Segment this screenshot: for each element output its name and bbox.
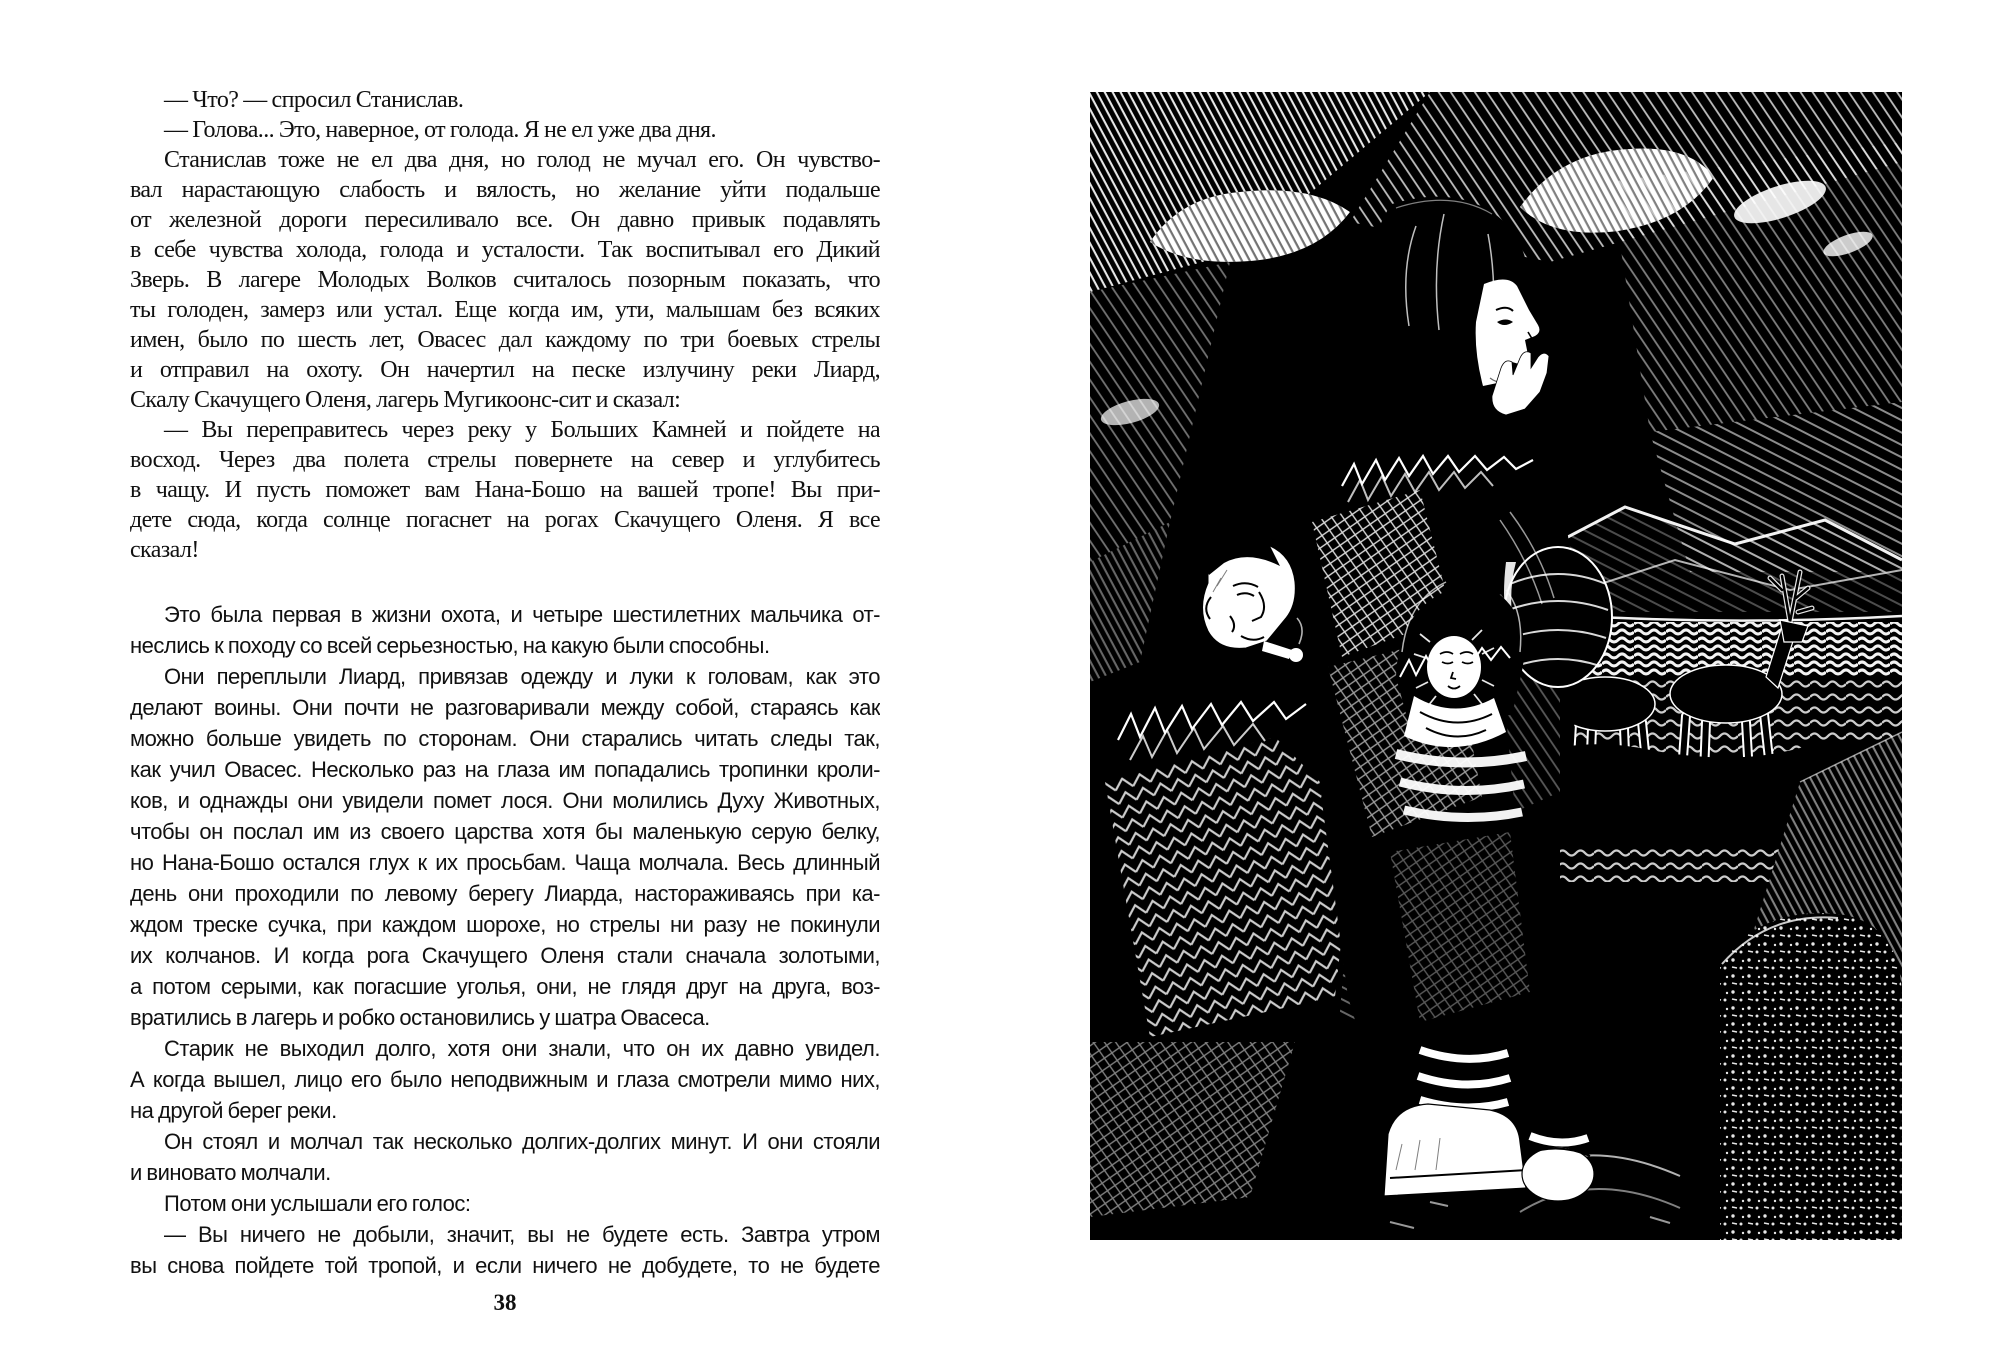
text-line: Станислав тоже не ел два дня, но голод не мучал его. Он чувство-: [164, 147, 880, 173]
text-line: делают воины. Они почти не разговаривали между собой, стараясь как: [130, 695, 880, 720]
boot-toe: [1522, 1147, 1594, 1201]
paragraph: [130, 145, 880, 415]
text-line: — Голова... Это, наверное, от голода. Я не ел уже два дня.: [164, 117, 716, 143]
text-line: их колчанов. И когда рога Скачущего Оленя стали сначала золотыми,: [130, 943, 880, 968]
text-line: дете сюда, когда солнце погаснет на рогах Скачущего Оленя. Я все: [130, 507, 880, 533]
text-line: в себе чувства холода, голода и усталости. Так воспитывал его Дикий: [130, 237, 880, 263]
text-line: вратились в лагерь и робко остановились у шатра Овасеса.: [130, 1005, 710, 1030]
text-line: Это была первая в жизни охота, и четыре шестилетних мальчика от-: [164, 602, 880, 627]
text-line: как учил Овасес. Несколько раз на глаза им попадались тропинки кроли-: [130, 757, 880, 782]
text-line: можно больше увидеть по сторонам. Они старались читать следы так,: [130, 726, 880, 751]
text-line: от железной дороги пересиливало все. Он давно привык подавлять: [130, 207, 880, 233]
text-line: но Нана-Бошо остался глух к их просьбам. Чаща молчала. Весь длинный: [130, 850, 880, 875]
paragraph: [130, 415, 880, 565]
text-line: неслись к походу со всей серьезностью, на какую были способны.: [130, 633, 770, 658]
white-boot: [1384, 1104, 1526, 1196]
text-line: сказал!: [130, 537, 199, 563]
text-line: Они переплыли Лиард, привязав одежду и луки к головам, как это: [164, 664, 880, 689]
text-line: а потом серыми, как погасшие уголья, они, не глядя друг на друга, воз-: [130, 974, 880, 999]
paragraph: [130, 1188, 880, 1219]
text-line: вы снова пойдете той тропой, и если ничего не добудете, то не будете: [130, 1253, 880, 1278]
illustration-engraving: [1090, 92, 1902, 1240]
paragraph: [130, 661, 880, 1033]
text-line: — Вы ничего не добыли, значит, вы не будете есть. Завтра утром: [164, 1222, 880, 1247]
paragraph: [130, 1219, 880, 1281]
text-line: в чащу. И пусть поможет вам Нана-Бошо на вашей тропе! Вы при-: [130, 477, 880, 503]
text-line: — Вы переправитесь через реку у Больших Камней и пойдете на: [164, 417, 880, 443]
paragraph: [130, 599, 880, 661]
text-line: и отправил на охоту. Он начертил на песке излучину реки Лиард,: [130, 357, 880, 383]
paragraph: [130, 1126, 880, 1188]
text-line: день они проходили по левому берегу Лиарда, настораживаясь при ка-: [130, 881, 880, 906]
text-line: Старик не выходил долго, хотя они знали, что он их давно увидел.: [164, 1036, 880, 1061]
text-column: [130, 85, 880, 1281]
text-line: ков, и однажды они увидели помет лося. Они молились Духу Животных,: [130, 788, 880, 813]
text-line: Зверь. В лагере Молодых Волков считалось позорным показать, что: [130, 267, 880, 293]
text-line: на другой берег реки.: [130, 1098, 337, 1123]
text-line: и виновато молчали.: [130, 1160, 331, 1185]
text-line: Потом они услышали его голос:: [164, 1191, 471, 1216]
text-line: — Что? — спросил Станислав.: [164, 87, 464, 113]
paragraph: [130, 1033, 880, 1126]
text-line: имен, было по шесть лет, Овасес дал каждому по три боевых стрелы: [130, 327, 880, 353]
text-line: ты голоден, замерз или устал. Еще когда им, ути, малышам без всяких: [130, 297, 880, 323]
page-number: 38: [493, 1290, 517, 1315]
text-line: восход. Через два полета стрелы повернете на север и углубитесь: [130, 447, 880, 473]
text-line: А когда вышел, лицо его было неподвижным и глаза смотрели мимо них,: [130, 1067, 880, 1092]
text-line: вал нарастающую слабость и вялость, но желание уйти подальше: [130, 177, 880, 203]
text-line: ждом треске сучка, при каждом шорохе, но стрелы ни разу не покинули: [130, 912, 880, 937]
engraving-svg: [1090, 92, 1902, 1240]
paragraph: [130, 115, 880, 145]
text-line: чтобы он послал им из своего царства хотя бы маленькую серую белку,: [130, 819, 880, 844]
text-line: Скалу Скачущего Оленя, лагерь Мугикоонс-сит и сказал:: [130, 387, 681, 413]
text-line: Он стоял и молчал так несколько долгих-долгих минут. И они стояли: [164, 1129, 880, 1154]
paragraph: [130, 85, 880, 115]
